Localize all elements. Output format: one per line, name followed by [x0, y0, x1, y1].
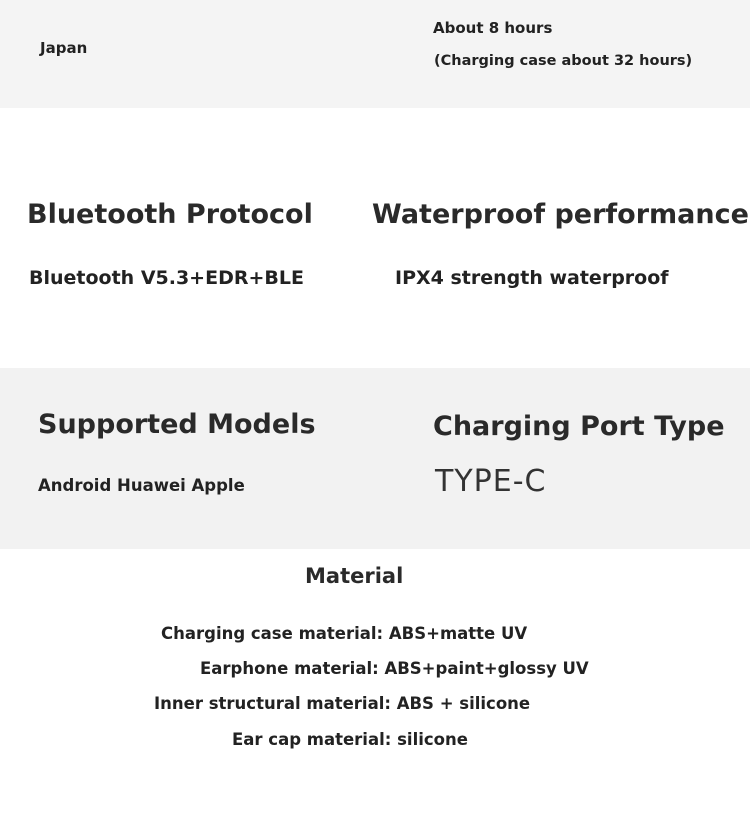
origin-value: Japan	[40, 39, 88, 57]
material-line-earphone: Earphone material: ABS+paint+glossy UV	[200, 659, 589, 678]
models-port-band	[0, 368, 750, 549]
material-line-inner: Inner structural material: ABS + silicone	[154, 694, 531, 713]
bluetooth-heading: Bluetooth Protocol	[27, 199, 313, 230]
material-line-earcap: Ear cap material: silicone	[232, 730, 468, 749]
waterproof-heading: Waterproof performance	[372, 199, 749, 230]
bluetooth-value: Bluetooth V5.3+EDR+BLE	[29, 267, 304, 289]
material-heading: Material	[305, 564, 404, 588]
port-heading: Charging Port Type	[433, 411, 725, 442]
battery-note: (Charging case about 32 hours)	[434, 53, 693, 69]
models-value: Android Huawei Apple	[38, 476, 245, 495]
battery-value: About 8 hours	[433, 19, 553, 37]
waterproof-value: IPX4 strength waterproof	[395, 267, 669, 289]
material-line-case: Charging case material: ABS+matte UV	[161, 624, 528, 643]
port-value: TYPE-C	[435, 464, 547, 499]
models-heading: Supported Models	[38, 409, 316, 440]
